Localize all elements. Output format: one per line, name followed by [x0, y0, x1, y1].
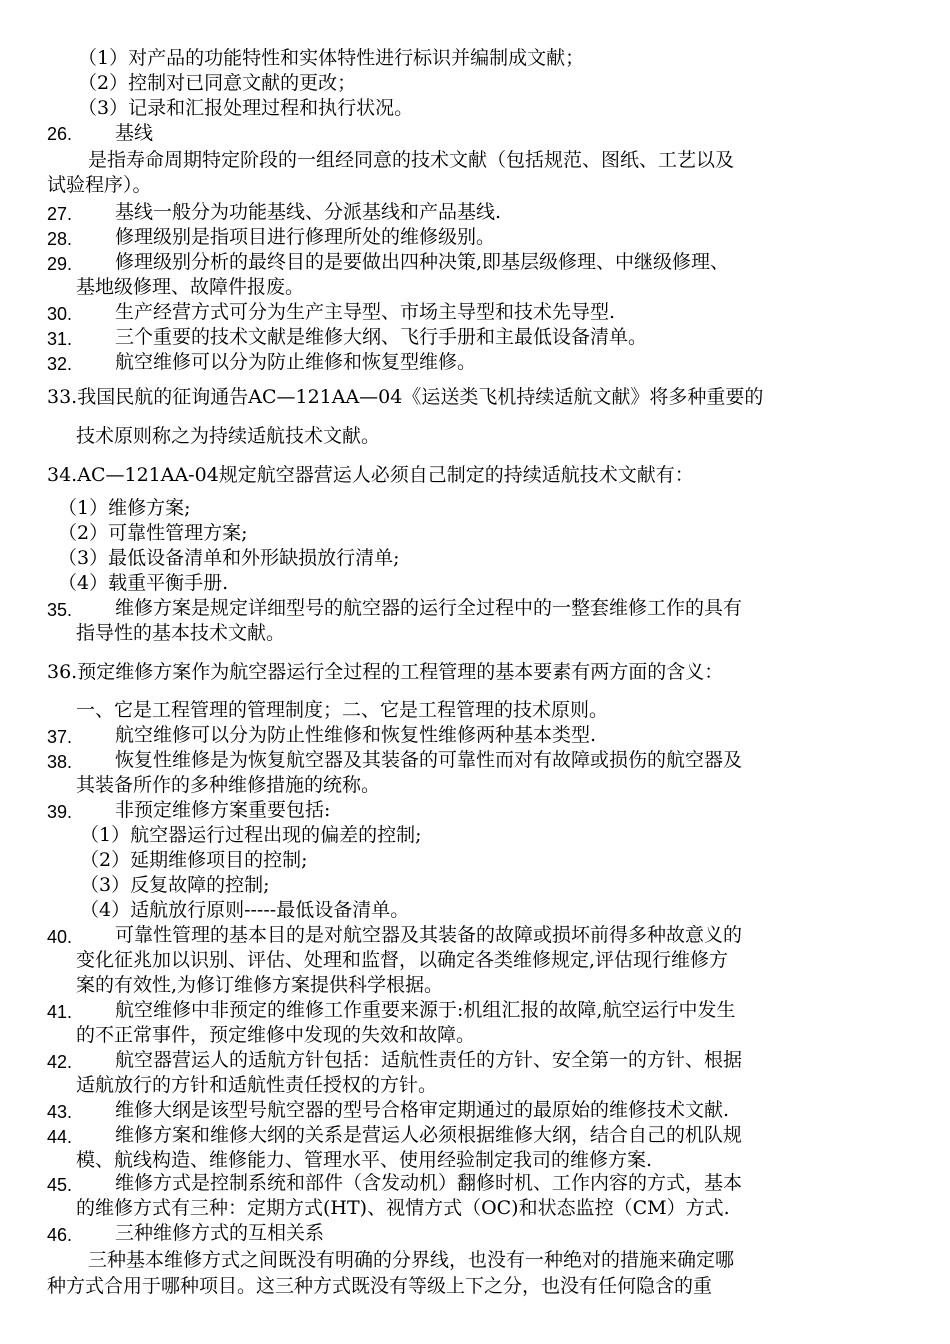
text-line: 维修方案和维修大纲的关系是营运人必须根据维修大纲，结合自己的机队规	[115, 1124, 743, 1146]
text-line: 修理级别分析的最终目的是要做出四种决策,即基层级修理、中继级修理、	[115, 251, 730, 273]
item-number: 44.	[47, 1127, 73, 1147]
text-line: 三种基本维修方式之间既没有明确的分界线，也没有一种绝对的措施来确定哪	[88, 1249, 735, 1271]
item-number: 31.	[47, 329, 73, 349]
text-line: 指导性的基本技术文献。	[76, 622, 286, 644]
text-line: （3）反复故障的控制;	[80, 874, 270, 896]
item-number: 29.	[47, 254, 73, 274]
text-line: 航空维修中非预定的维修工作重要来源于:机组汇报的故障,航空运行中发生	[115, 999, 736, 1021]
text-line: （1）维修方案;	[58, 497, 191, 519]
text-line: 技术原则称之为持续适航技术文献。	[76, 425, 381, 447]
text-line: 基地级修理、故障件报废。	[76, 276, 305, 298]
text-line: 维修方案是规定详细型号的航空器的运行全过程中的一整套维修工作的具有	[115, 597, 743, 619]
text-line: 其装备所作的多种维修措施的统称。	[76, 774, 381, 796]
text-line: 维修方式是控制系统和部件（含发动机）翻修时机、工作内容的方式，基本	[115, 1172, 743, 1194]
text-line: 航空维修可以分为防止维修和恢复型维修。	[115, 351, 477, 373]
text-line: 案的有效性,为修订维修方案提供科学根据。	[76, 974, 444, 996]
text-line: 维修大纲是该型号航空器的型号合格审定期通过的最原始的维修技术文献.	[115, 1099, 730, 1121]
text-line: （2）控制对已同意文献的更改；	[78, 72, 357, 94]
text-line: 34.AC—121AA-04规定航空器营运人必须自己制定的持续适航技术文献有：	[47, 464, 694, 486]
item-number: 27.	[47, 204, 73, 224]
text-line: （3）最低设备清单和外形缺损放行清单;	[58, 547, 400, 569]
item-number: 40.	[47, 927, 73, 947]
item-number: 39.	[47, 802, 73, 822]
text-line: 三种维修方式的互相关系	[115, 1222, 325, 1244]
text-line: 航空器营运人的适航方针包括：适航性责任的方针、安全第一的方针、根据	[115, 1049, 743, 1071]
text-line: 三个重要的技术文献是维修大纲、飞行手册和主最低设备清单。	[115, 326, 648, 348]
text-line: 变化征兆加以识别、评估、处理和监督，以确定各类维修规定,评估现行维修方	[76, 949, 729, 971]
text-line: 33.我国民航的征询通告AC—121AA—04《运送类飞机持续适航文献》将多种重要的	[47, 386, 764, 408]
text-line: 生产经营方式可分为生产主导型、市场主导型和技术先导型.	[115, 301, 616, 323]
text-line: 的维修方式有三种：定期方式(HT)、视情方式（OC)和状态监控（CM）方式.	[76, 1197, 730, 1219]
text-line: 模、航线构造、维修能力、管理水平、使用经验制定我司的维修方案.	[76, 1149, 653, 1171]
item-number: 28.	[47, 229, 73, 249]
item-number: 46.	[47, 1225, 73, 1245]
text-line: 的不正常事件，预定维修中发现的失效和故障。	[76, 1024, 476, 1046]
text-line: 航空维修可以分为防止性维修和恢复性维修两种基本类型.	[115, 724, 597, 746]
item-number: 38.	[47, 752, 73, 772]
text-line: 36.预定维修方案作为航空器运行全过程的工程管理的基本要素有两方面的含义：	[47, 661, 724, 683]
text-line: 是指寿命周期特定阶段的一组经同意的技术文献（包括规范、图纸、工艺以及	[88, 149, 735, 171]
text-line: 基线	[115, 122, 154, 144]
text-line: 种方式合用于哪种项目。这三种方式既没有等级上下之分，也没有任何隐含的重	[47, 1275, 713, 1297]
text-line: 恢复性维修是为恢复航空器及其装备的可靠性而对有故障或损伤的航空器及	[115, 749, 743, 771]
text-line: （4）适航放行原则-----最低设备清单。	[80, 899, 410, 921]
item-number: 26.	[47, 124, 73, 144]
text-line: （1）航空器运行过程出现的偏差的控制;	[80, 824, 422, 846]
text-line: 修理级别是指项目进行修理所处的维修级别。	[115, 226, 496, 248]
item-number: 41.	[47, 1002, 73, 1022]
text-line: 一、它是工程管理的管理制度；二、它是工程管理的技术原则。	[76, 699, 609, 721]
text-line: （2）可靠性管理方案;	[58, 522, 248, 544]
item-number: 42.	[47, 1052, 73, 1072]
text-line: 适航放行的方针和适航性责任授权的方针。	[76, 1074, 438, 1096]
text-line: 基线一般分为功能基线、分派基线和产品基线.	[115, 201, 502, 223]
text-line: （3）记录和汇报处理过程和执行状况。	[78, 97, 414, 119]
item-number: 35.	[47, 600, 73, 620]
item-number: 37.	[47, 727, 73, 747]
text-line: （1）对产品的功能特性和实体特性进行标识并编制成文献；	[78, 47, 585, 69]
item-number: 32.	[47, 354, 73, 374]
text-line: 非预定维修方案重要包括:	[115, 799, 331, 821]
item-number: 30.	[47, 304, 73, 324]
text-line: 试验程序）。	[47, 174, 152, 196]
item-number: 43.	[47, 1102, 73, 1122]
text-line: （2）延期维修项目的控制;	[80, 849, 308, 871]
item-number: 45.	[47, 1175, 73, 1195]
text-line: （4）载重平衡手册.	[58, 572, 229, 594]
text-line: 可靠性管理的基本目的是对航空器及其装备的故障或损坏前得多种故意义的	[115, 924, 743, 946]
